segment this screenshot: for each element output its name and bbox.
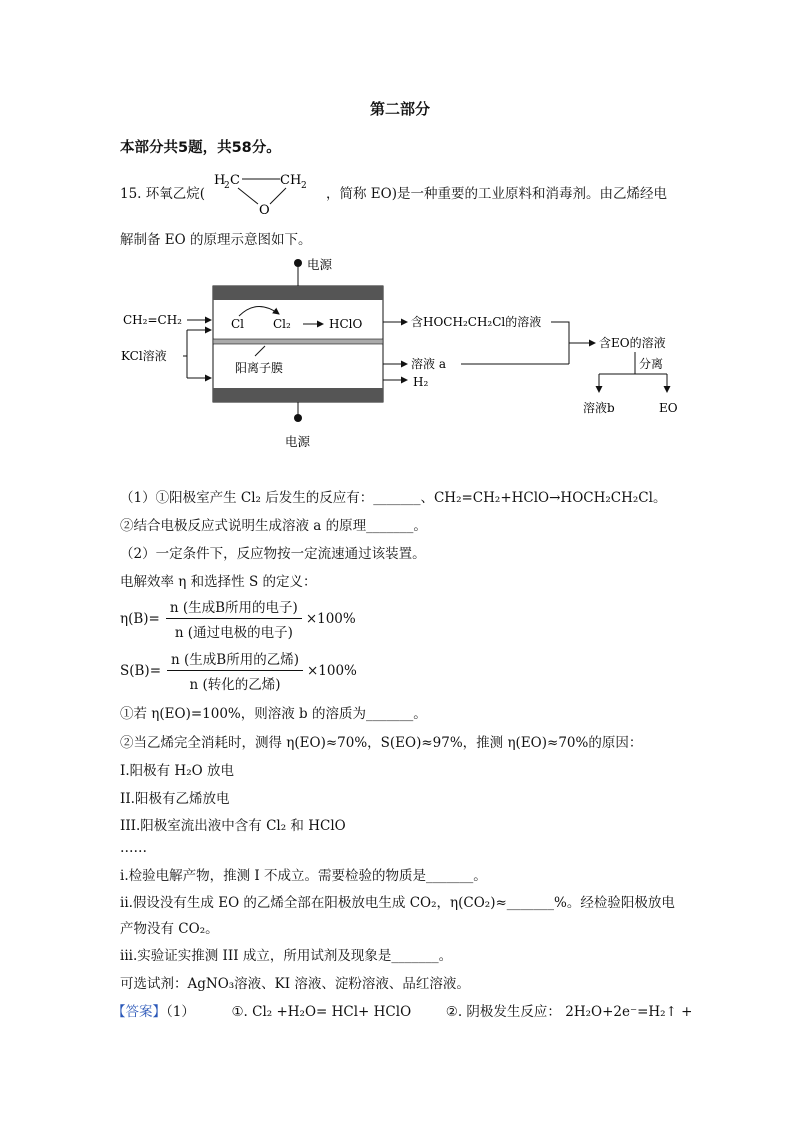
power-bottom-label: 电源	[285, 434, 311, 449]
hypothesis-3: III.阳极室流出液中含有 Cl₂ 和 HClO	[120, 818, 346, 834]
eta-tail: ×100%	[305, 610, 356, 627]
hclo-label: HClO	[329, 317, 363, 331]
kcl-label: KCl溶液	[121, 349, 167, 363]
sub-question-ii-a: ii.假设没有生成 EO 的乙烯全部在阳极放电生成 CO₂，η(CO₂)≈_______%。经检验阳极放电	[120, 895, 675, 911]
sub-question-ii-b: 产物没有 CO₂。	[120, 921, 219, 937]
ethylene-label: CH₂=CH₂	[123, 313, 182, 327]
cathode-plate	[213, 388, 383, 402]
structure-left-c: C	[230, 173, 240, 188]
s-numerator: n (生成B所用的乙烯)	[167, 648, 303, 671]
q1-part2: ②结合电极反应式说明生成溶液 a 的原理_______。	[120, 518, 427, 534]
structure-left-h: H	[214, 173, 226, 188]
power-top-label: 电源	[307, 257, 333, 272]
cl-to-cl2-arrow	[239, 306, 279, 316]
definition-line: 电解效率 η 和选择性 S 的定义：	[120, 574, 317, 590]
answer-tag: 【答案】	[112, 1004, 166, 1020]
cl2-label: Cl₂	[273, 317, 291, 331]
hypothesis-2: II.阳极有乙烯放电	[120, 791, 230, 807]
power-top-terminal	[294, 259, 302, 267]
sub-question-iii: iii.实验证实推测 III 成立，所用试剂及现象是_______。	[120, 948, 453, 964]
membrane-label: 阳离子膜	[235, 361, 284, 375]
reagent-list: 可选试剂：AgNO₃溶液、KI 溶液、淀粉溶液、品红溶液。	[120, 976, 470, 992]
outlet2-label: 溶液 a	[411, 357, 446, 371]
merge-line-a	[551, 322, 569, 364]
structure-bond-co-right	[270, 188, 286, 204]
answer-2: ②. 阴极发生反应： 2H₂O+2e⁻=H₂↑ +	[445, 1004, 693, 1020]
structure-left-sub: 2	[224, 181, 230, 191]
section-intro: 本部分共5题，共58分。	[120, 140, 281, 156]
eta-label: η(B)=	[120, 610, 160, 627]
question-number: 15.	[120, 186, 142, 202]
electrolysis-diagram	[115, 250, 695, 460]
sub-question-i: i.检验电解产物，推测 I 不成立。需要检验的物质是_______。	[120, 868, 487, 884]
section-title: 第二部分	[369, 100, 430, 118]
structure-right-sub: 2	[301, 181, 307, 191]
s-label: S(B)=	[120, 662, 162, 679]
eo-label: EO	[659, 401, 678, 415]
question-text-b: ，简称 EO)是一种重要的工业原料和消毒剂。由乙烯经电	[326, 186, 667, 202]
question-text-c: 解制备 EO 的原理示意图如下。	[120, 232, 312, 248]
ellipsis: ……	[120, 840, 147, 856]
s-tail: ×100%	[306, 662, 357, 679]
cl-label: Cl	[231, 317, 245, 331]
outlet1-label: 含HOCH₂CH₂Cl的溶液	[411, 315, 542, 329]
answer-line	[112, 1000, 693, 1020]
membrane-pointer	[255, 346, 265, 356]
outlet-h2-label: H₂	[413, 375, 429, 389]
eta-denominator: n (通过电极的电子)	[174, 625, 293, 641]
structure-o: O	[259, 203, 270, 218]
structure-bond-co-left	[238, 188, 258, 204]
eo-structure	[208, 166, 328, 218]
answer-part: （1）	[166, 1004, 195, 1020]
hypothesis-1: I.阳极有 H₂O 放电	[120, 763, 234, 779]
eta-formula	[120, 596, 356, 641]
q2-part2: ②当乙烯完全消耗时，测得 η(EO)≈70%，S(EO)≈97%，推测 η(EO)≈70%的原因：	[120, 735, 643, 751]
power-bottom-terminal	[294, 414, 302, 422]
question-text-a: 环氧乙烷(	[145, 186, 206, 202]
q2-part1: ①若 η(EO)=100%，则溶液 b 的溶质为_______。	[120, 706, 427, 722]
s-formula	[120, 648, 357, 693]
question-15-line1	[120, 182, 205, 202]
anode-plate	[213, 286, 383, 300]
s-denominator: n (转化的乙烯)	[189, 677, 281, 693]
separate-label: 分离	[639, 357, 664, 371]
eta-numerator: n (生成B所用的电子)	[166, 596, 302, 619]
membrane-strip	[213, 339, 383, 344]
q2-intro: （2）一定条件下，反应物按一定流速通过该装置。	[120, 546, 426, 562]
structure-right-ch: CH	[280, 173, 302, 188]
answer-1: ①. Cl₂ +H₂O= HCl+ HClO	[231, 1004, 412, 1020]
solution-b-label: 溶液b	[583, 401, 615, 415]
eo-solution-label: 含EO的溶液	[599, 336, 666, 350]
q1-part1: （1）①阳极室产生 Cl₂ 后发生的反应有：_______、CH₂=CH₂+HClO→HOCH₂CH₂Cl。	[120, 490, 667, 506]
